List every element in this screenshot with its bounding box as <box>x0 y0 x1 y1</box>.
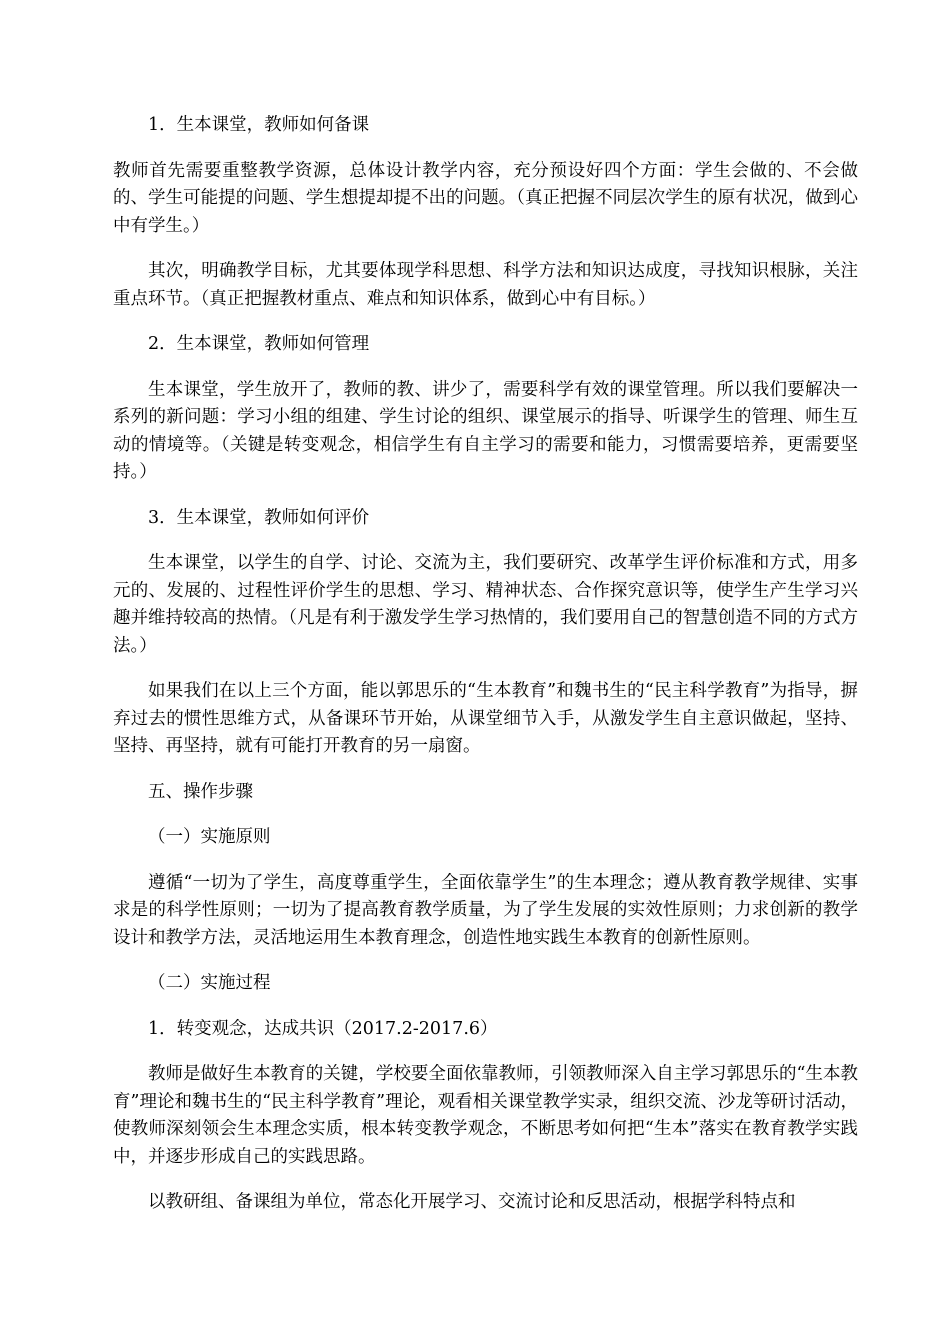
body-paragraph: 教师是做好生本教育的关键，学校要全面依靠教师，引领教师深入自主学习郭思乐的“生本教育”理论和魏书生的“民主科学教育”理论，观看相关课堂教学实录，组织交流、沙龙等研讨活动，使教师深刻领会生本理念实质，根本转变教学观念，不断思考如何把“生本”落实在教育教学实践中，并逐步形成自己的实践思路。 <box>113 1064 858 1167</box>
body-paragraph: 以教研组、备课组为单位，常态化开展学习、交流讨论和反思活动，根据学科特点和 <box>148 1192 796 1212</box>
body-paragraph: 其次，明确教学目标，尤其要体现学科思想、科学方法和知识达成度，寻找知识根脉，关注重点环节。（真正把握教材重点、难点和知识体系，做到心中有目标。） <box>113 261 858 309</box>
section-heading: 1．生本课堂，教师如何备课 <box>148 115 370 135</box>
section-heading: 2．生本课堂，教师如何管理 <box>148 334 370 354</box>
body-paragraph: 生本课堂，学生放开了，教师的教、讲少了，需要科学有效的课堂管理。所以我们要解决一系列的新问题：学习小组的组建、学生讨论的组织、课堂展示的指导、听课学生的管理、师生互动的情境等。（关键是转变观念，相信学生有自主学习的需要和能力，习惯需要培养，更需要坚持。） <box>113 379 858 482</box>
document-page <box>113 112 858 1235</box>
subsection-heading: （二）实施过程 <box>148 973 271 993</box>
step-heading: 1．转变观念，达成共识（2017.2-2017.6） <box>148 1018 498 1039</box>
body-paragraph: 生本课堂，以学生的自学、讨论、交流为主，我们要研究、改革学生评价标准和方式，用多元的、发展的、过程性评价学生的思想、学习、精神状态、合作探究意识等，使学生产生学习兴趣并维持较高的热情。（凡是有利于激发学生学习热情的，我们要用自己的智慧创造不同的方式方法。） <box>113 553 858 656</box>
body-paragraph: 如果我们在以上三个方面，能以郭思乐的“生本教育”和魏书生的“民主科学教育”为指导，摒弃过去的惯性思维方式，从备课环节开始，从课堂细节入手，从激发学生自主意识做起，坚持、坚持、再坚持，就有可能打开教育的另一扇窗。 <box>113 681 858 756</box>
body-paragraph: 遵循“一切为了学生，高度尊重学生，全面依靠学生”的生本理念；遵从教育教学规律、实事求是的科学性原则；一切为了提高教育教学质量，为了学生发展的实效性原则；力求创新的教学设计和教学方法，灵活地运用生本教育理念，创造性地实践生本教育的创新性原则。 <box>113 872 858 948</box>
section-heading: 3．生本课堂，教师如何评价 <box>148 507 370 528</box>
section-heading: 五、操作步骤 <box>148 781 253 802</box>
body-paragraph: 教师首先需要重整教学资源，总体设计教学内容，充分预设好四个方面：学生会做的、不会做的、学生可能提的问题、学生想提却提不出的问题。（真正把握不同层次学生的原有状况，做到心中有学生。） <box>113 160 858 236</box>
subsection-heading: （一）实施原则 <box>148 827 271 847</box>
